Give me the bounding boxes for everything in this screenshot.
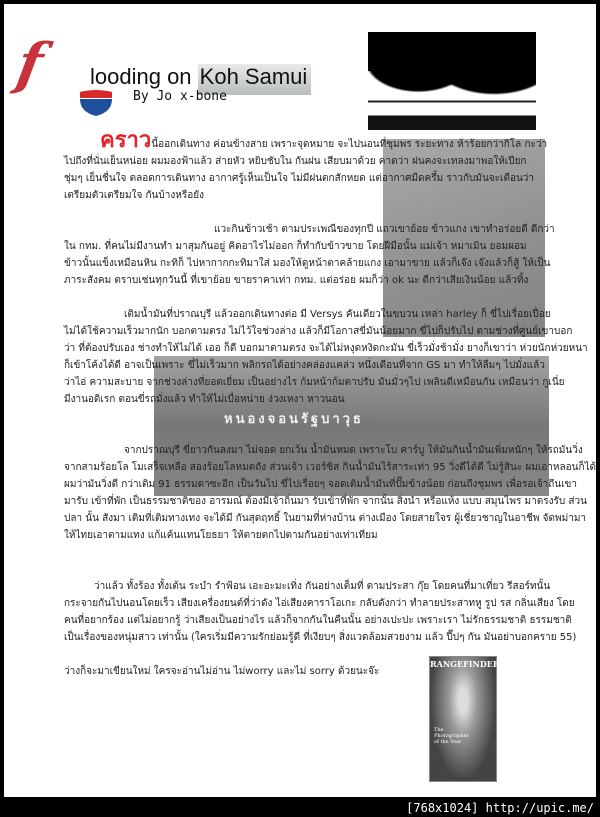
paragraph [64,128,594,153]
line: แวะกินข้าวเช้า ตามประเพณีของทุกปี แถวเขาย้อย ข้าวแกง เขาทำอร่อยดี ดีกว่า [214,224,555,235]
title-part: looding on [90,64,198,89]
line: ว่า ที่ต้องปรับเอง ช่างทำให้ไม่ได้ เออ ก็ดี บอกมาตามตรง จะได้ไม่หงุดหงิดกะมัน ขี่เร็วมั่งช้ามั่ง ยางก็เขาว่า ห่วยนักห่วยหนา [64,343,588,354]
image-host-caption: [768x1024] http://upic.me/ [406,801,594,815]
line: ข้าวนั้นแข็งเหมือนหิน กะทิก็ ไปหากากกะทิมาใส่ มองให้ดูหน้าตาคล้ายแกง เอามาขาย แล้วก็เจ๊ง เจ๊งแล้วก็สู้ ให้เป็น [64,258,551,269]
line: ว่าไอ่ ความสะบาย จากช่วงล่างที่ยอดเยี่ยม เป็นอย่างไร ก้มหน้าก้มตาปรับ มันมั่วๆไป เพลินดีเหมือนกัน เหมือนว่า กูเนี่ย [64,377,565,388]
line: เติมน้ำมันที่ปราณบุรี แล้วออกเดินทางต่อ มี Versys คันเดียวในขบวน เหล่า harley ก็ ขี่ไปเรื่อยเปื่อย [124,309,551,320]
byline: By Jo x-bone [133,89,227,104]
line: ว่าแล้ว ทั้งร้อง ทั้งเต้น ระบำ รำฟ้อน เอะอะมะเทิ่ง กันอย่างเต็มที่ ตามประสา กุ๊ย โดยคนที่มาเที่ยว รีสอร์ทนั้น [94,581,551,592]
line: ไปถึงที่นั่นเย็นหน่อย ผมมองฟ้าแล้ว ส่ายหัว หยิบชับใน กันฝน เสียบมาด้วย คาดว่า ฝนคงจะเทลงมาพอให้เปียก [64,156,527,167]
title-highlight: Koh Samui [198,64,312,95]
line: จากสามร้อยโล โมเสร็จเหลือ สองร้อยโลหมดถัง ส่วนเจ้า เวอร์ซิส กินน้ำมันไร้สาระเท่า 95 วิ่งดีได้ดี ไม่รู้สินะ ผมเอาหลอนก็ได้ [64,462,597,473]
magazine-title: RANGEFINDER [430,659,500,669]
flood-photo [368,32,536,130]
closing-line: ว่างก็จะมาเขียนใหม่ ใครจะอ่านไม่อ่าน ไม่worry และไม่ sorry ด้วยนะจ๊ะ [64,666,380,677]
line: ให้ไทยเอาตามแทง แก้แค้นแทนโยธยา ให้ตายตกไปตามกันอย่างเท่าเทียม [64,530,378,541]
line: เป็นเรื่องของหนุ่มสาว เท่านั้น (ใครเริ่มมีความรักย่อมรู้ดี ที่เงียบๆ สิ่งแวดล้อมสวยงาม แล้ว ปี๊ปๆ กัน มันอย่าบอกคราย 55) [64,632,577,643]
cover-text: The Photographer of the Year [434,727,469,745]
line: ภาระสังคม ตราบเช่นทุกวันนี้ ที่เขาย้อย ขายราคาเท่า กทม. แต่อร่อย ผมก็ว่า ok นะ ดีกว่าเสียเงินน้อย แล้วทิ้ง [64,275,529,286]
line: ไม่ได้ใช้ความเร็วมากนัก บอกตามตรง ไม่ไว้ใจช่วงล่าง แล้วก็มีโอกาสขี่มันน้อยมาก ขี่ไปก็ปรับไป ตามช่างที่ศูนย์เขาบอก [64,326,573,337]
line: จากปราณบุรี ขี่ยาวกันลงมา ไม่จอด ยกเว้น น้ำมันหมด เพราะโบ คาร์บู ให้มันกินน้ำมันเพิ่มหนักๆ ให้รถมันวิ่ง [124,445,583,456]
highway-shield-icon [78,90,114,116]
line: ปลา นั้น สังมา เติมที่เติมทางเทง จะได้มี กันสุดฤทธิ์ ในยามที่ห่างบ้าน ต่างเมือง โดยสายใจร ผู้เชี่ยวชาญในอาชีพ จัดพม่ามา [64,513,587,524]
line: ชุ่มๆ เย็นชื่นใจ ตลอดการเดินทาง อากาศรู้เห็นเป็นใจ ไม่มีฝนตกสักหยด แต่อากาศมืดครึ้ม ราวกับมันจะเตือนว่า [64,173,535,184]
photo-banner: หนองจอนรัฐบาวุธ [224,412,364,427]
article-title [90,64,311,90]
drop-cap: คราว [100,128,152,153]
line: ผมว่ามันวิ่งดี กว่าเติม 91 ธรรมดาซะอีก เป็นวันไป ขี่ไปเรื่อยๆ จอดเติมน้ำมันที่ปั๊มข้างน้อย ก่อนถึงชุมพร เพื่อรอเจ้าถึนเขา [64,479,578,490]
magazine-page [4,4,596,797]
line: ใน กทม. ที่คนไม่มีงานทำ มาสุมกันอยู่ คิดอาไรไม่ออก ก็ทำกับข้าวขาย โดยฝีมือนั้น แม่เจ้า หมาเมิน ยอมผอม [64,241,527,252]
line: มีงานอดิเรก ตอนขี่รถมั่งแล้ว ทำให้ไม่เบื่อหน่าย ง่วงเหงา หาวนอน [64,394,345,405]
line: คนที่อยากร้อง แต่ไม่อยากรู้ ว่าเสียงเป็นอย่างไร แล้วก็จากกันในคืนนั้น อย่างเปะปะ เพราะเรา ไม่รักธรรมชาติ ธรรมชาติ [64,615,572,626]
line: ก็เข้าโค้งได้ดี อาจเป็นเพราะ ขี่ไม่เร็วมาก พลิกรถได้อย่างคล่องแคล่ว หนึ่งเดือนที่จาก GS มา ทำให้ลืมๆ ไปมั่งแล้ว [64,360,545,371]
article-body [64,128,597,680]
magazine-cover-image [429,656,500,782]
line: มารับ เข้าที่พัก เป็นธรรมชาติของ อารมณ์ ต้องมีเจ้าถิ่นมา รับเข้าที่พัก จากนั้น สิ่งนำ หรือแห้ง แบบ สมุนไพร มาตรงรับ ส่วน [64,496,587,507]
line: กระจายกันไปนอนโดยเร็ว เสียงเครื่องยนต์ที่ว่าดัง ไอ่เสียงคาราโอเกะ กลับดังกว่า ทำลายประสาทหู รูป รส กลิ่นเสียง โดย [64,598,575,609]
line: เตรียมตัวเตรียมใจ กันบ้างหรือยัง [64,190,204,201]
title-logo-f: f [12,31,48,97]
line: นี้ออกเดินทาง ค่อนข้างสาย เพราะจุดหมาย จะไปนอนที่ชุมพร ระยะทาง ห้าร้อยกว่ากิโล กะว่า [151,139,548,150]
